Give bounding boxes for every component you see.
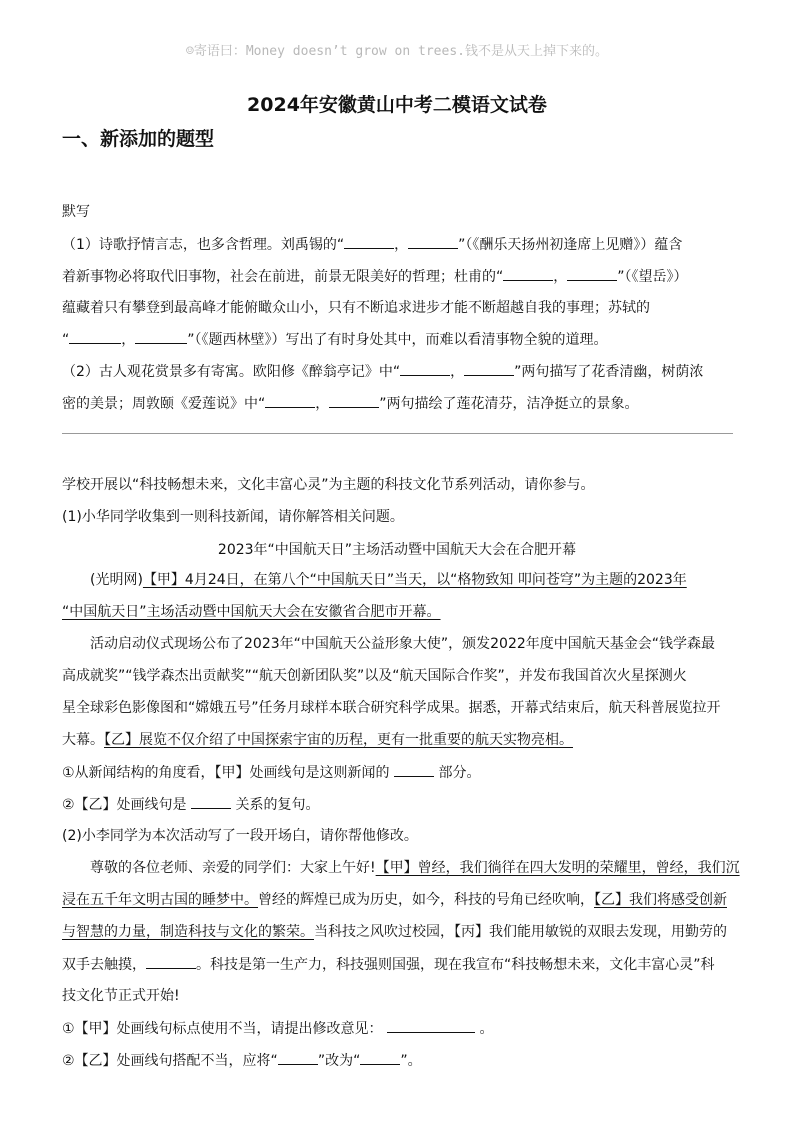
q2-intro: 学校开展以“科技畅想未来，文化丰富心灵”为主题的科技文化节系列活动，请你参与。 <box>62 477 595 493</box>
news-line-6: 大幕。【乙】展览不仅介绍了中国探索宇宙的历程，更有一批重要的航天实物亮相。 <box>62 732 573 748</box>
question-a1: ①从新闻结构的角度看，【甲】处画线句是这则新闻的 部分。 <box>62 762 480 783</box>
news-line-3: 活动启动仪式现场公布了2023年“中国航天公益形象大使”，颁发2022年度中国航天基金会“钱学森最 <box>90 636 716 652</box>
divider <box>62 433 733 434</box>
news-line-1: (光明网)【甲】4月24日，在第八个“中国航天日”当天，以“格物致知 叩问苍穹”为主题的2023年 <box>90 572 687 588</box>
question-b1: ①【甲】处画线句标点使用不当，请提出修改意见： 。 <box>62 1018 493 1039</box>
news-line-4: 高成就奖”“钱学森杰出贡献奖”“航天创新团队奖”以及“航天国际合作奖”，并发布我国首次火星探测火 <box>62 668 687 684</box>
page-title: 2024年安徽黄山中考二模语文试卷 <box>247 94 547 116</box>
motto-header: ☺寄语曰：Money doesn’t grow on trees.钱不是从天上掉下来的。 <box>186 44 608 59</box>
speech-line-4: 双手去触摸， 。科技是第一生产力，科技强则国强，现在我宣布“科技畅想未来，文化丰富心灵”科 <box>62 954 715 975</box>
q1-line-5: （2）古人观花赏景多有寄寓。欧阳修《醉翁亭记》中“ ， ”两句描写了花香清幽，树荫浓 <box>62 361 703 382</box>
q1-line-4: “ ， ”（《题西林壁》）写出了有时身处其中，而难以看清事物全貌的道理。 <box>62 329 608 350</box>
speech-line-2: 浸在五千年文明古国的睡梦中。曾经的辉煌已成为历史，如今，科技的号角已经吹响，【乙】我们将感受创新 <box>62 892 727 908</box>
q1-line-6: 密的美景；周敦颐《爱莲说》中“ ， ”两句描绘了莲花清芬，洁净挺立的景象。 <box>62 393 639 414</box>
speech-line-5: 技文化节正式开始! <box>62 988 180 1004</box>
news-line-2: “中国航天日”主场活动暨中国航天大会在安徽省合肥市开幕。 <box>62 604 441 620</box>
speech-line-3: 与智慧的力量，制造科技与文化的繁荣。当科技之风吹过校园，【丙】我们能用敏锐的双眼去发现，用勤劳的 <box>62 924 727 940</box>
q1-line-3: 蕴藏着只有攀登到最高峰才能俯瞰众山小，只有不断追求进步才能不断超越自我的事理；苏轼的 <box>62 300 650 316</box>
q2-part-2: (2)小李同学为本次活动写了一段开场白，请你帮他修改。 <box>62 828 418 844</box>
news-line-5: 星全球彩色影像图和“嫦娥五号”任务月球样本联合研究科学成果。据悉，开幕式结束后，航天科普展览拉开 <box>62 700 721 716</box>
news-title: 2023年“中国航天日”主场活动暨中国航天大会在合肥开幕 <box>217 542 577 558</box>
question-a2: ②【乙】处画线句是 关系的复句。 <box>62 794 319 815</box>
q1-heading: 默写 <box>62 204 90 220</box>
q2-part-1: (1)小华同学收集到一则科技新闻，请你解答相关问题。 <box>62 509 404 525</box>
speech-line-1: 尊敬的各位老师、亲爱的同学们：大家上午好!【甲】曾经，我们徜徉在四大发明的荣耀里，曾经，我们沉 <box>90 860 740 876</box>
question-b2: ②【乙】处画线句搭配不当，应将“ ”改为“ ”。 <box>62 1050 422 1071</box>
section-heading: 一、新添加的题型 <box>62 128 215 150</box>
q1-line-1: （1）诗歌抒情言志，也多含哲理。刘禹锡的“ ， ”（《酬乐天扬州初逢席上见赠》）蕴含 <box>62 234 682 255</box>
q1-line-2: 着新事物必将取代旧事物，社会在前进，前景无限美好的哲理；杜甫的“ ， ”（《望岳》） <box>62 266 688 287</box>
